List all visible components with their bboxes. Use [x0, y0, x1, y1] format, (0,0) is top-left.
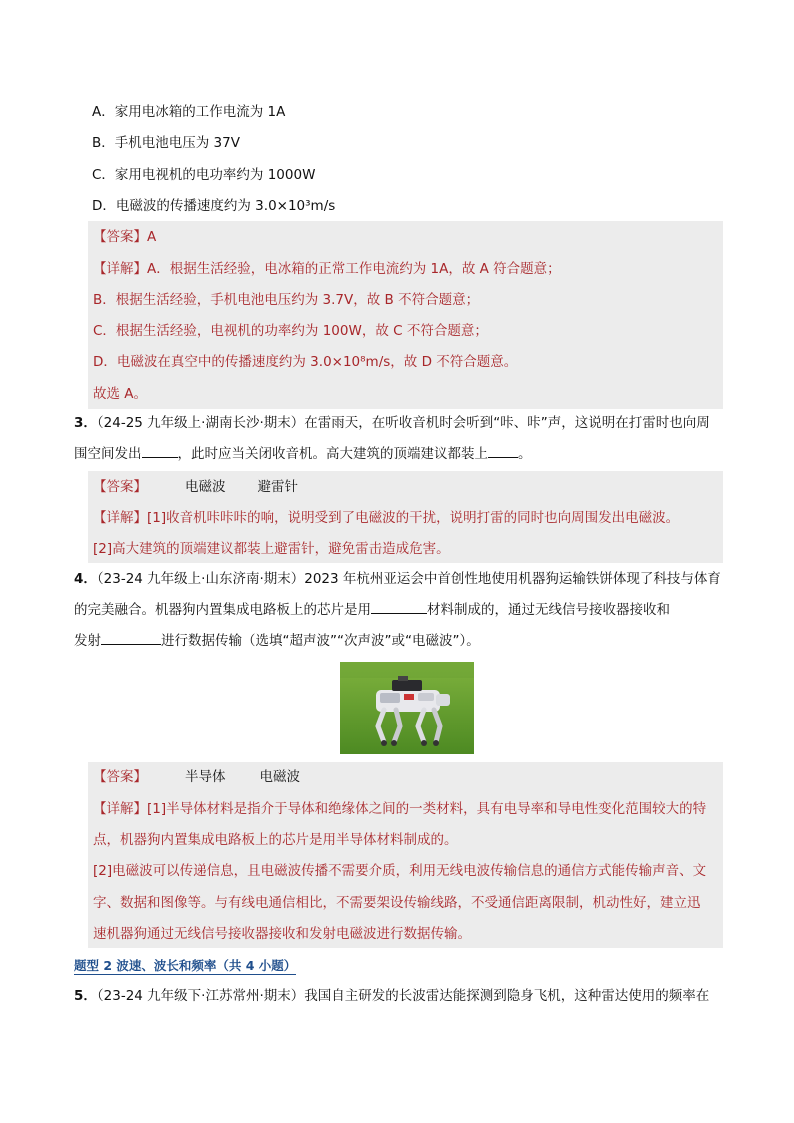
q5-text-a: （23-24 九年级下·江苏常州·期末）我国自主研发的长波雷达能探测到隐身飞机，这种雷达使用的频率在	[96, 988, 710, 1004]
q4-explain-5: 速机器狗通过无线信号接收器接收和发射电磁波进行数据传输。	[93, 926, 471, 942]
q4-answer-box	[88, 762, 723, 948]
q4-answer	[93, 768, 300, 786]
robot-dog-image	[340, 662, 474, 754]
q4-question	[74, 564, 724, 657]
q3-blank-2	[488, 443, 518, 458]
q4-answer-label: 【答案】	[93, 769, 147, 785]
q3-number: 3．	[74, 415, 97, 431]
q4-answer-1: 半导体	[185, 769, 226, 785]
q3-answer-2: 避雷针	[257, 479, 298, 495]
q4-text-c1: 发射	[74, 633, 101, 649]
section-heading: 题型 2 波速、波长和频率（共 4 小题）	[74, 958, 297, 973]
q2-answer-box	[88, 221, 723, 409]
q4-number: 4．	[74, 571, 97, 587]
q3-explain-2: [2]高大建筑的顶端建议都装上避雷针，避免雷击造成危害。	[93, 541, 450, 557]
q4-text-b1: 的完美融合。机器狗内置集成电路板上的芯片是用	[74, 602, 371, 618]
q3-text-b3: 。	[518, 446, 532, 462]
q2-explain-3: C．根据生活经验，电视机的功率约为 100W，故 C 不符合题意；	[93, 323, 488, 339]
q3-answer	[93, 478, 298, 496]
q3-blank-1	[142, 443, 178, 458]
q3-text-b2: ，此时应当关闭收音机。高大建筑的顶端建议都装上	[177, 446, 488, 462]
q3-question	[74, 408, 724, 470]
q2-explain-5: 故选 A。	[93, 386, 148, 402]
q4-text-a: （23-24 九年级上·山东济南·期末）2023 年杭州亚运会中首创性地使用机器狗运输铁饼体现了科技与体育	[96, 571, 721, 587]
q2-explain-2: B．根据生活经验，手机电池电压约为 3.7V，故 B 不符合题意；	[93, 292, 480, 308]
q4-text-b2: 材料制成的，通过无线信号接收器接收和	[427, 602, 670, 618]
q5-question	[74, 981, 724, 1012]
q3-text-a: （24-25 九年级上·湖南长沙·期末）在雷雨天，在听收音机时会听到“咔、咔”声，这说明在打雷时也向周	[96, 415, 710, 431]
option-b: B．手机电池电压为 37V	[92, 135, 240, 151]
q4-explain-3: [2]电磁波可以传递信息，且电磁波传播不需要介质，利用无线电波传输信息的通信方式能传输声音、文	[93, 863, 707, 879]
option-c: C．家用电视机的电功率约为 1000W	[92, 167, 316, 183]
q3-answer-1: 电磁波	[185, 479, 226, 495]
option-a: A．家用电冰箱的工作电流为 1A	[92, 104, 286, 120]
q4-blank-2	[101, 630, 161, 645]
q2-explain-4: D．电磁波在真空中的传播速度约为 3.0×10⁸m/s，故 D 不符合题意。	[93, 354, 518, 370]
q4-text-c2: 进行数据传输（选填“超声波”“次声波”或“电磁波”）。	[161, 633, 480, 649]
q3-text-b1: 围空间发出	[74, 446, 142, 462]
q3-explain-1: 【详解】[1]收音机咔咔咔的响，说明受到了电磁波的干扰，说明打雷的同时也向周围发出电磁波。	[93, 510, 680, 526]
q4-answer-2: 电磁波	[259, 769, 300, 785]
q4-blank-1	[371, 599, 427, 614]
q5-number: 5．	[74, 988, 97, 1004]
option-d: D．电磁波的传播速度约为 3.0×10³m/s	[92, 198, 336, 214]
q4-explain-4: 字、数据和图像等。与有线电通信相比，不需要架设传输线路，不受通信距离限制，机动性好，建立迅	[93, 895, 701, 911]
q2-explain-1: 【详解】A．根据生活经验，电冰箱的正常工作电流约为 1A，故 A 符合题意；	[93, 261, 561, 277]
q3-answer-label: 【答案】	[93, 479, 147, 495]
q4-explain-1: 【详解】[1]半导体材料是指介于导体和绝缘体之间的一类材料，具有电导率和导电性变化范围较大的特	[93, 801, 707, 817]
q2-answer: 【答案】A	[93, 229, 157, 245]
q4-explain-2: 点，机器狗内置集成电路板上的芯片是用半导体材料制成的。	[93, 832, 458, 848]
